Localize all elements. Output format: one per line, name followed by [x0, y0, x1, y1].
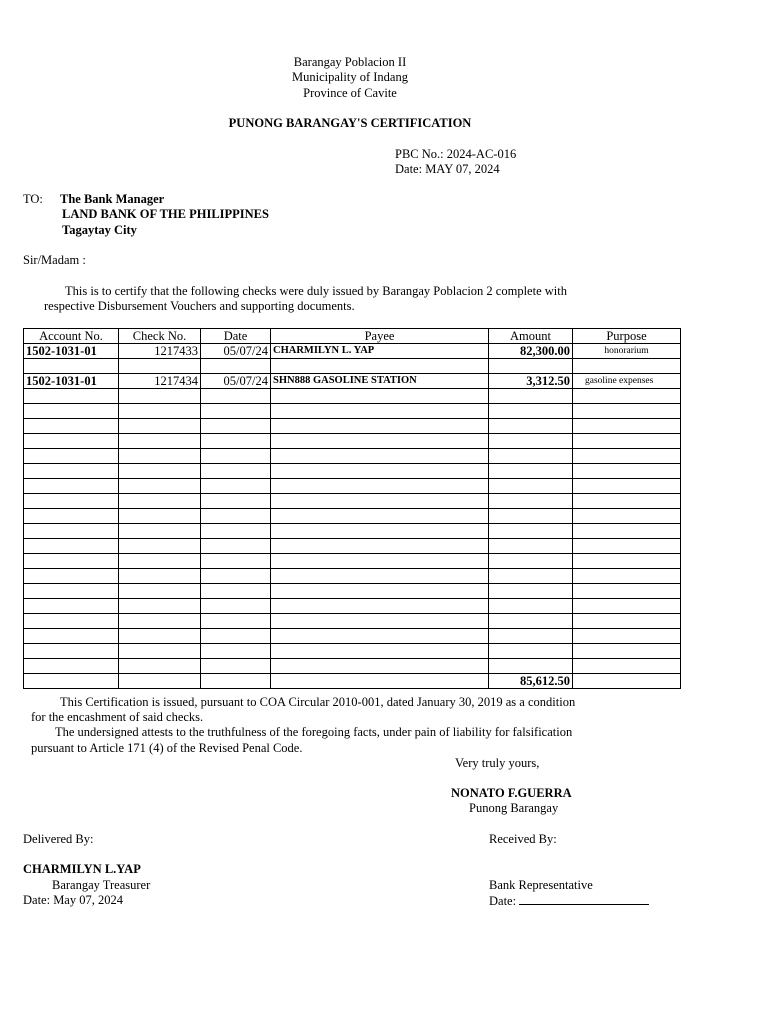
cell-date: [201, 359, 271, 374]
cell-empty: [573, 524, 681, 539]
header-payee: Payee: [271, 329, 489, 344]
cell-empty: [201, 434, 271, 449]
table-row: [24, 404, 681, 419]
table-row: [24, 494, 681, 509]
cell-empty: [24, 464, 119, 479]
table-row: [24, 524, 681, 539]
cell-empty: [24, 674, 119, 689]
addressee-bank: LAND BANK OF THE PHILIPPINES: [62, 207, 269, 221]
cell-empty: [201, 539, 271, 554]
cell-empty: [24, 599, 119, 614]
cell-empty: [573, 659, 681, 674]
received-by-title: Bank Representative: [489, 878, 593, 892]
cell-empty: [119, 524, 201, 539]
cell-empty: [271, 464, 489, 479]
cell-empty: [489, 554, 573, 569]
cell-empty: [489, 569, 573, 584]
cell-empty: [201, 479, 271, 494]
header-purpose: Purpose: [573, 329, 681, 344]
cell-empty: [489, 539, 573, 554]
cell-check: 1217433: [119, 344, 201, 359]
table-row: [24, 464, 681, 479]
cell-empty: [119, 494, 201, 509]
addressee-city: Tagaytay City: [62, 223, 137, 237]
table-row: [24, 584, 681, 599]
document-date: Date: MAY 07, 2024: [395, 162, 500, 176]
cell-empty: [24, 584, 119, 599]
cell-empty: [489, 419, 573, 434]
document-title: PUNONG BARANGAY'S CERTIFICATION: [228, 116, 472, 130]
cell-account: 1502-1031-01: [24, 374, 119, 389]
table-row: [24, 434, 681, 449]
cell-empty: [271, 419, 489, 434]
cell-amount: 82,300.00: [489, 344, 573, 359]
cell-empty: [573, 389, 681, 404]
total-amount: 85,612.50: [489, 674, 573, 689]
cell-empty: [201, 599, 271, 614]
cell-empty: [271, 569, 489, 584]
table-row: [24, 614, 681, 629]
received-date-label: Date:: [489, 894, 517, 908]
cell-empty: [119, 449, 201, 464]
cell-empty: [201, 554, 271, 569]
intro-line-2: respective Disbursement Vouchers and supporting documents.: [44, 299, 355, 313]
delivered-date: Date: May 07, 2024: [23, 893, 123, 907]
table-row: [24, 569, 681, 584]
cell-empty: [24, 539, 119, 554]
cell-empty: [573, 674, 681, 689]
cell-empty: [573, 569, 681, 584]
cell-check: 1217434: [119, 374, 201, 389]
to-label: TO:: [23, 192, 43, 206]
table-row: [24, 644, 681, 659]
cell-empty: [201, 524, 271, 539]
cell-empty: [201, 659, 271, 674]
cell-date: 05/07/24: [201, 374, 271, 389]
cell-empty: [489, 404, 573, 419]
cell-empty: [489, 659, 573, 674]
cell-empty: [119, 479, 201, 494]
cell-empty: [573, 539, 681, 554]
cell-empty: [573, 554, 681, 569]
cell-empty: [271, 659, 489, 674]
cell-empty: [201, 614, 271, 629]
municipality-name: Municipality of Indang: [292, 70, 408, 84]
cell-empty: [24, 569, 119, 584]
barangay-name: Barangay Poblacion II: [293, 55, 407, 69]
cell-empty: [201, 509, 271, 524]
cell-empty: [201, 569, 271, 584]
cell-empty: [201, 494, 271, 509]
table-row: [24, 554, 681, 569]
province-name: Province of Cavite: [303, 86, 397, 100]
cell-empty: [119, 419, 201, 434]
cell-empty: [201, 389, 271, 404]
cell-empty: [24, 509, 119, 524]
signatory-name: NONATO F.GUERRA: [451, 786, 572, 800]
cell-empty: [119, 434, 201, 449]
cell-empty: [24, 524, 119, 539]
header-amount: Amount: [489, 329, 573, 344]
cell-empty: [119, 509, 201, 524]
addressee-name: The Bank Manager: [60, 192, 165, 206]
cell-empty: [573, 479, 681, 494]
cell-empty: [119, 629, 201, 644]
header-check-no: Check No.: [119, 329, 201, 344]
table-row: [24, 374, 681, 389]
cell-empty: [119, 659, 201, 674]
cell-empty: [201, 644, 271, 659]
closing-text: Very truly yours,: [455, 756, 540, 770]
cell-empty: [573, 494, 681, 509]
cell-empty: [489, 509, 573, 524]
cell-date: 05/07/24: [201, 344, 271, 359]
cell-empty: [24, 479, 119, 494]
cell-empty: [119, 464, 201, 479]
cell-empty: [119, 389, 201, 404]
table-row: [24, 479, 681, 494]
cell-empty: [271, 524, 489, 539]
cell-payee: [271, 359, 489, 374]
cell-empty: [24, 419, 119, 434]
cell-empty: [271, 629, 489, 644]
cell-check: [119, 359, 201, 374]
cell-empty: [201, 419, 271, 434]
cell-empty: [201, 584, 271, 599]
cell-empty: [489, 449, 573, 464]
cell-empty: [573, 419, 681, 434]
cell-empty: [201, 674, 271, 689]
cell-empty: [119, 614, 201, 629]
cell-purpose: [573, 359, 681, 374]
cell-empty: [119, 599, 201, 614]
certification-line-1: This Certification is issued, pursuant to COA Circular 2010-001, dated January 30, 2019 as a condition: [60, 695, 576, 709]
cell-empty: [489, 434, 573, 449]
cell-purpose: gasoline expenses: [573, 374, 681, 389]
cell-empty: [119, 404, 201, 419]
cell-empty: [489, 644, 573, 659]
cell-empty: [271, 509, 489, 524]
cell-empty: [24, 644, 119, 659]
cell-empty: [201, 404, 271, 419]
table-row: [24, 449, 681, 464]
cell-empty: [271, 434, 489, 449]
cell-empty: [271, 674, 489, 689]
cell-empty: [489, 584, 573, 599]
cell-empty: [271, 644, 489, 659]
cell-amount: [489, 359, 573, 374]
table-row: [24, 389, 681, 404]
table-header-row: [24, 329, 681, 344]
cell-empty: [201, 449, 271, 464]
cell-empty: [119, 539, 201, 554]
cell-empty: [201, 629, 271, 644]
cell-empty: [573, 464, 681, 479]
checks-table: [23, 328, 681, 689]
cell-empty: [573, 599, 681, 614]
salutation: Sir/Madam :: [23, 253, 86, 267]
cell-payee: CHARMILYN L. YAP: [271, 344, 489, 359]
delivered-by-name: CHARMILYN L.YAP: [23, 862, 141, 876]
cell-empty: [489, 464, 573, 479]
cell-empty: [24, 659, 119, 674]
cell-empty: [573, 434, 681, 449]
cell-empty: [119, 569, 201, 584]
intro-line-1: This is to certify that the following checks were duly issued by Barangay Poblacion 2 complete with: [65, 284, 567, 298]
cell-payee: SHN888 GASOLINE STATION: [271, 374, 489, 389]
delivered-by-title: Barangay Treasurer: [52, 878, 151, 892]
cell-empty: [24, 434, 119, 449]
cell-empty: [271, 404, 489, 419]
cell-empty: [119, 584, 201, 599]
cell-account: 1502-1031-01: [24, 344, 119, 359]
cell-empty: [573, 449, 681, 464]
cell-amount: 3,312.50: [489, 374, 573, 389]
table-row: [24, 419, 681, 434]
cell-empty: [489, 389, 573, 404]
table-row: [24, 509, 681, 524]
received-by-label: Received By:: [489, 832, 557, 846]
cell-empty: [489, 614, 573, 629]
table-row: [24, 359, 681, 374]
cell-empty: [489, 629, 573, 644]
cell-account: [24, 359, 119, 374]
table-row: [24, 629, 681, 644]
cell-empty: [271, 449, 489, 464]
cell-empty: [271, 539, 489, 554]
cell-empty: [24, 404, 119, 419]
cell-empty: [489, 479, 573, 494]
cell-empty: [271, 554, 489, 569]
cell-empty: [271, 479, 489, 494]
cell-purpose: honorarium: [573, 344, 681, 359]
table-row: [24, 539, 681, 554]
cell-empty: [24, 449, 119, 464]
cell-empty: [573, 509, 681, 524]
cell-empty: [24, 629, 119, 644]
cell-empty: [573, 614, 681, 629]
header-date: Date: [201, 329, 271, 344]
cell-empty: [119, 554, 201, 569]
cell-empty: [489, 494, 573, 509]
cell-empty: [573, 629, 681, 644]
cell-empty: [573, 404, 681, 419]
cell-empty: [24, 389, 119, 404]
cell-empty: [489, 599, 573, 614]
cell-empty: [24, 494, 119, 509]
cell-empty: [573, 644, 681, 659]
certification-line-4: pursuant to Article 171 (4) of the Revised Penal Code.: [31, 741, 303, 755]
certification-line-3: The undersigned attests to the truthfulness of the foregoing facts, under pain of liability for falsification: [55, 725, 573, 739]
pbc-number: PBC No.: 2024-AC-016: [395, 147, 517, 161]
cell-empty: [271, 584, 489, 599]
received-date-blank-line: [519, 893, 649, 905]
cell-empty: [573, 584, 681, 599]
total-row: [24, 674, 681, 689]
cell-empty: [489, 524, 573, 539]
cell-empty: [24, 554, 119, 569]
cell-empty: [271, 494, 489, 509]
header-account-no: Account No.: [24, 329, 119, 344]
delivered-by-label: Delivered By:: [23, 832, 94, 846]
table-row: [24, 599, 681, 614]
table-row: [24, 344, 681, 359]
cell-empty: [271, 599, 489, 614]
cell-empty: [271, 389, 489, 404]
cell-empty: [271, 614, 489, 629]
certification-line-2: for the encashment of said checks.: [31, 710, 204, 724]
received-date: [489, 893, 649, 909]
signatory-title: Punong Barangay: [469, 801, 559, 815]
cell-empty: [24, 614, 119, 629]
table-row: [24, 659, 681, 674]
cell-empty: [119, 644, 201, 659]
cell-empty: [201, 464, 271, 479]
cell-empty: [119, 674, 201, 689]
